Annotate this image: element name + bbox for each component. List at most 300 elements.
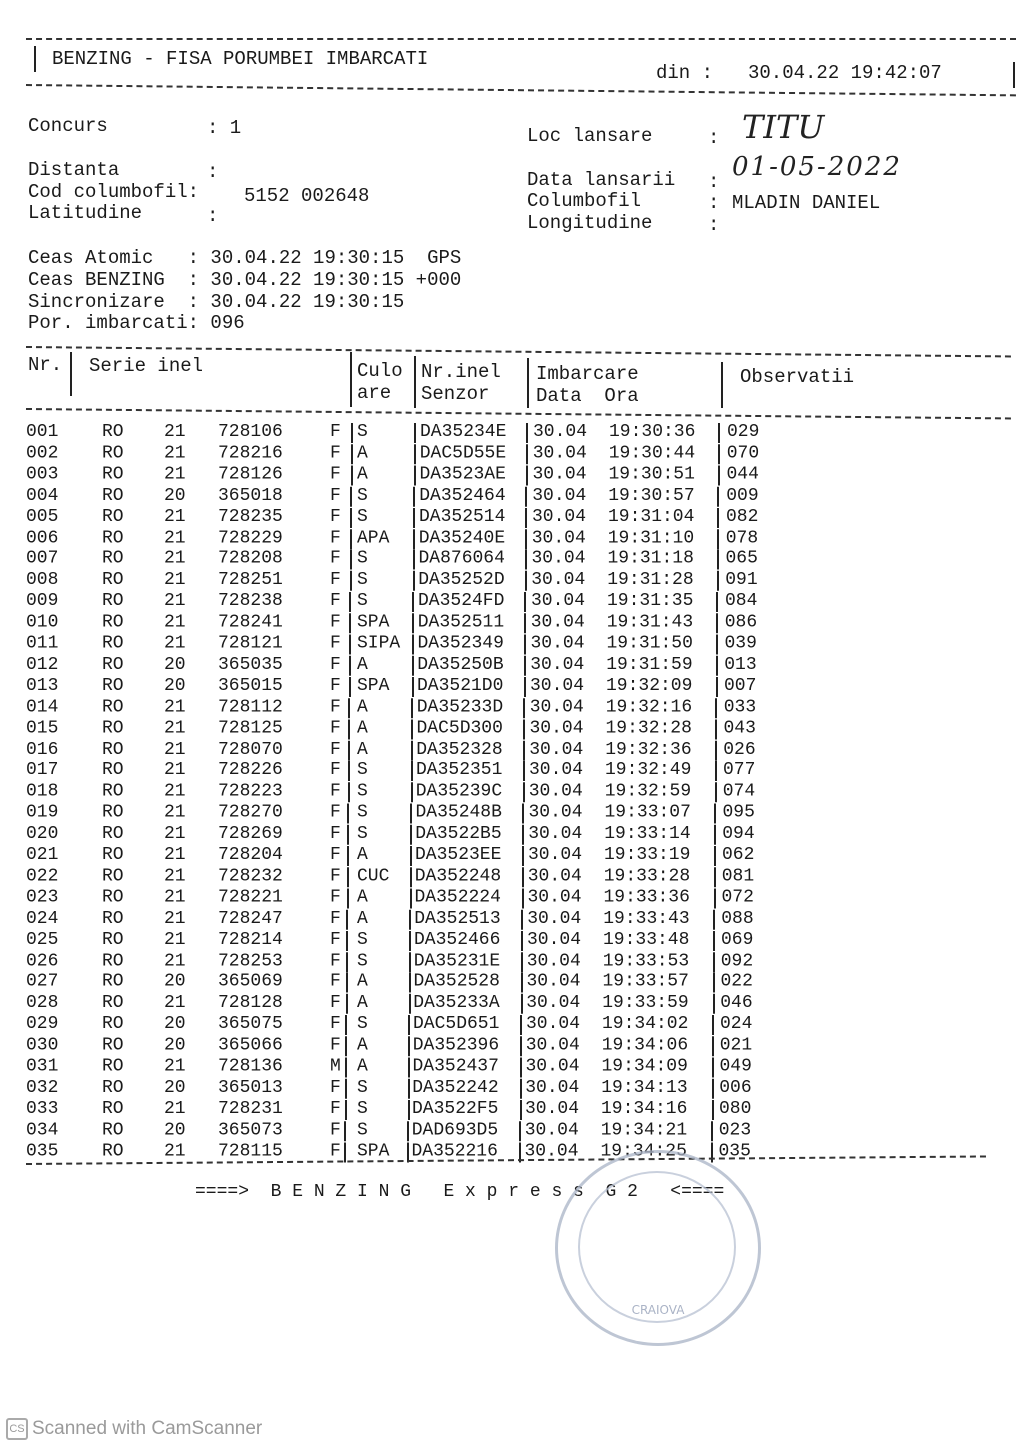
row-sex: F bbox=[330, 1119, 341, 1140]
row-nr: 010 bbox=[26, 612, 59, 633]
row-date: 30.04 bbox=[532, 485, 587, 506]
row-year: 21 bbox=[164, 591, 186, 612]
row-sensor: DA352224 bbox=[414, 887, 501, 908]
row-sensor: DA352464 bbox=[419, 485, 506, 506]
row-year: 21 bbox=[164, 993, 186, 1014]
row-sep-d bbox=[716, 656, 718, 676]
row-country: RO bbox=[102, 929, 124, 950]
row-obs: 094 bbox=[722, 823, 755, 844]
row-country: RO bbox=[102, 739, 124, 760]
row-year: 21 bbox=[164, 929, 186, 950]
row-year: 21 bbox=[164, 760, 186, 781]
row-sep-a bbox=[345, 1100, 347, 1120]
row-ring: 365073 bbox=[218, 1119, 283, 1140]
row-sep-c bbox=[524, 613, 526, 633]
row-year: 21 bbox=[164, 696, 186, 717]
row-nr: 029 bbox=[26, 1014, 59, 1035]
row-country: RO bbox=[102, 718, 124, 739]
row-country: RO bbox=[102, 464, 124, 485]
row-sex: F bbox=[330, 1141, 341, 1162]
row-sex: M bbox=[330, 1056, 341, 1077]
row-time: 19:33:43 bbox=[603, 908, 690, 929]
row-nr: 027 bbox=[26, 971, 59, 992]
row-sep-d bbox=[715, 719, 717, 739]
row-sep-c bbox=[525, 486, 527, 506]
table-row bbox=[0, 697, 1024, 718]
table-row bbox=[0, 1035, 1024, 1056]
row-time: 19:33:48 bbox=[603, 929, 690, 950]
table-row bbox=[0, 549, 1024, 570]
row-country: RO bbox=[102, 760, 124, 781]
row-time: 19:31:35 bbox=[607, 591, 694, 612]
row-color: S bbox=[357, 1119, 368, 1140]
row-nr: 007 bbox=[26, 548, 59, 569]
row-sep-b bbox=[410, 888, 412, 908]
row-sensor: DA352466 bbox=[414, 929, 501, 950]
row-obs: 072 bbox=[721, 887, 754, 908]
row-color: S bbox=[357, 485, 368, 506]
row-country: RO bbox=[102, 527, 124, 548]
row-sep-c bbox=[525, 550, 527, 570]
row-sep-b bbox=[411, 719, 413, 739]
row-sep-c bbox=[523, 719, 525, 739]
row-sep-b bbox=[414, 423, 416, 443]
row-obs: 035 bbox=[718, 1141, 751, 1162]
row-nr: 021 bbox=[26, 845, 59, 865]
row-sep-d bbox=[718, 465, 720, 485]
row-sensor: DA3524FD bbox=[418, 591, 505, 612]
row-year: 20 bbox=[164, 1119, 186, 1140]
latitudine-sep: : bbox=[207, 205, 219, 227]
row-sep-b bbox=[409, 952, 411, 972]
porumbei-imbarcati-line: Por. imbarcati: 096 bbox=[28, 312, 245, 334]
row-sep-c bbox=[524, 635, 526, 655]
row-time: 19:32:09 bbox=[606, 675, 693, 696]
row-sep-a bbox=[349, 635, 351, 655]
row-color: S bbox=[357, 1098, 368, 1119]
row-color: A bbox=[357, 887, 368, 908]
row-country: RO bbox=[102, 485, 124, 506]
row-sep-b bbox=[409, 994, 411, 1014]
row-obs: 086 bbox=[724, 612, 758, 633]
row-color: SPA bbox=[357, 675, 390, 696]
row-time: 19:30:51 bbox=[608, 464, 695, 485]
row-color: A bbox=[357, 464, 368, 485]
row-obs: 088 bbox=[721, 908, 754, 929]
row-ring: 365069 bbox=[218, 971, 283, 992]
row-country: RO bbox=[102, 908, 124, 929]
row-color: S bbox=[357, 760, 368, 781]
row-ring: 728251 bbox=[218, 570, 283, 591]
row-time: 19:30:36 bbox=[609, 422, 696, 442]
distanta-label: Distanta bbox=[28, 159, 120, 181]
row-date: 30.04 bbox=[525, 1056, 580, 1077]
row-sep-c bbox=[524, 592, 526, 612]
row-country: RO bbox=[102, 675, 124, 696]
stamp-text: CRAIOVA bbox=[631, 1303, 685, 1317]
row-sep-a bbox=[349, 592, 351, 612]
data-lansarii-sep: : bbox=[708, 171, 720, 193]
row-obs: 033 bbox=[723, 696, 757, 717]
table-row bbox=[0, 739, 1024, 760]
row-country: RO bbox=[102, 1098, 124, 1119]
row-time: 19:33:59 bbox=[602, 993, 689, 1014]
row-color: S bbox=[357, 1014, 368, 1035]
table-header-bottom-rule bbox=[26, 408, 1011, 419]
row-sensor: DA352396 bbox=[412, 1035, 500, 1056]
row-obs: 009 bbox=[726, 485, 759, 506]
row-sep-d bbox=[714, 888, 716, 908]
row-year: 20 bbox=[164, 675, 186, 696]
row-year: 21 bbox=[164, 570, 186, 591]
row-sep-c bbox=[520, 1058, 522, 1078]
header-right-bar bbox=[1013, 62, 1015, 88]
row-obs: 043 bbox=[723, 718, 756, 739]
row-sep-c bbox=[522, 867, 524, 887]
row-year: 21 bbox=[164, 1056, 186, 1077]
row-sep-b bbox=[413, 529, 415, 549]
row-sep-c bbox=[523, 698, 525, 718]
row-nr: 030 bbox=[26, 1035, 59, 1056]
row-date: 30.04 bbox=[524, 1141, 579, 1162]
row-sensor: DAC5D300 bbox=[416, 718, 503, 739]
row-obs: 046 bbox=[720, 993, 753, 1014]
row-ring: 728270 bbox=[218, 802, 283, 823]
row-time: 19:31:50 bbox=[606, 633, 693, 654]
row-ring: 365035 bbox=[218, 654, 283, 675]
row-time: 19:30:57 bbox=[608, 485, 695, 506]
row-sex: F bbox=[330, 929, 341, 950]
table-row bbox=[0, 443, 1024, 464]
row-sep-c bbox=[521, 931, 523, 951]
row-sensor: DA3521D0 bbox=[417, 675, 504, 696]
row-sep-a bbox=[346, 952, 348, 972]
row-sex: F bbox=[330, 675, 341, 696]
table-row bbox=[0, 887, 1024, 908]
col-sep-1 bbox=[70, 352, 72, 396]
row-sep-c bbox=[520, 1036, 522, 1056]
row-sex: F bbox=[330, 1098, 341, 1119]
longitudine-sep: : bbox=[708, 214, 720, 236]
row-ring: 728235 bbox=[218, 506, 283, 527]
row-year: 20 bbox=[164, 1077, 186, 1098]
row-nr: 018 bbox=[26, 781, 59, 802]
row-sep-c bbox=[525, 571, 527, 591]
row-nr: 031 bbox=[26, 1056, 59, 1077]
row-obs: 091 bbox=[725, 570, 758, 591]
row-sep-c bbox=[522, 825, 524, 845]
row-sex: F bbox=[330, 506, 341, 527]
row-nr: 009 bbox=[26, 591, 59, 612]
table-row bbox=[0, 1120, 1024, 1141]
row-sep-d bbox=[717, 571, 719, 591]
row-sep-a bbox=[351, 444, 353, 464]
col-sep-2 bbox=[350, 352, 352, 407]
row-year: 21 bbox=[164, 506, 186, 527]
row-sep-a bbox=[349, 613, 351, 633]
row-date: 30.04 bbox=[527, 866, 582, 887]
col-header-data-ora: Data Ora bbox=[536, 385, 639, 407]
camscanner-logo-icon: CS bbox=[6, 1418, 28, 1440]
row-sep-d bbox=[713, 994, 715, 1014]
row-ring: 728216 bbox=[218, 443, 283, 464]
col-sep-3 bbox=[414, 356, 416, 408]
row-obs: 084 bbox=[725, 591, 758, 612]
table-row bbox=[0, 760, 1024, 781]
row-sex: F bbox=[330, 802, 341, 823]
din-datetime: 30.04.22 19:42:07 bbox=[748, 62, 942, 84]
table-row bbox=[0, 655, 1024, 676]
row-sex: F bbox=[330, 612, 341, 633]
row-obs: 044 bbox=[726, 464, 759, 485]
row-date: 30.04 bbox=[527, 929, 582, 950]
table-row bbox=[0, 951, 1024, 972]
row-date: 30.04 bbox=[530, 633, 585, 654]
row-color: A bbox=[357, 1056, 368, 1077]
row-sep-d bbox=[716, 613, 718, 633]
header-bottom-rule bbox=[26, 84, 1016, 96]
row-color: A bbox=[357, 443, 368, 464]
row-year: 21 bbox=[164, 887, 186, 908]
row-color: SIPA bbox=[357, 633, 401, 654]
table-row bbox=[0, 908, 1024, 929]
columbofil-sep: : bbox=[708, 192, 720, 214]
row-obs: 006 bbox=[719, 1077, 752, 1098]
row-sep-c bbox=[524, 677, 526, 697]
row-sep-a bbox=[350, 486, 352, 506]
row-date: 30.04 bbox=[525, 1035, 580, 1056]
row-sep-d bbox=[715, 761, 717, 781]
row-sep-c bbox=[520, 1079, 522, 1099]
row-sep-d bbox=[716, 635, 718, 655]
row-sep-c bbox=[520, 1100, 522, 1120]
row-sex: F bbox=[330, 1014, 341, 1035]
row-year: 20 bbox=[164, 1035, 186, 1056]
row-ring: 728231 bbox=[218, 1098, 283, 1119]
row-sep-b bbox=[412, 635, 414, 655]
document-title: BENZING - FISA PORUMBEI IMBARCATI bbox=[52, 48, 429, 70]
row-country: RO bbox=[102, 866, 124, 887]
row-sep-b bbox=[410, 825, 412, 845]
row-date: 30.04 bbox=[528, 802, 583, 823]
row-color: A bbox=[357, 696, 368, 717]
row-sep-a bbox=[349, 656, 351, 676]
row-color: S bbox=[357, 570, 368, 591]
row-sep-a bbox=[346, 973, 348, 993]
row-sep-b bbox=[409, 973, 411, 993]
row-time: 19:31:43 bbox=[606, 612, 694, 633]
row-date: 30.04 bbox=[529, 760, 584, 781]
row-sex: F bbox=[330, 823, 341, 844]
col-header-senzor: Senzor bbox=[421, 383, 490, 405]
row-sensor: DAD693D5 bbox=[411, 1119, 499, 1140]
row-sep-c bbox=[525, 529, 527, 549]
col-header-nr: Nr. bbox=[28, 354, 63, 376]
row-sensor: DA3523AE bbox=[419, 464, 506, 485]
row-date: 30.04 bbox=[528, 823, 583, 844]
row-ring: 728232 bbox=[218, 866, 283, 887]
row-sep-a bbox=[348, 719, 350, 739]
row-sep-a bbox=[347, 867, 349, 887]
row-country: RO bbox=[102, 1119, 124, 1140]
row-sep-a bbox=[346, 931, 348, 951]
row-color: A bbox=[357, 654, 368, 675]
row-year: 21 bbox=[164, 739, 186, 760]
row-sex: F bbox=[330, 1077, 341, 1098]
row-date: 30.04 bbox=[532, 443, 587, 464]
row-sep-b bbox=[413, 508, 415, 528]
row-country: RO bbox=[102, 887, 124, 908]
col-header-culoare-1: Culo bbox=[357, 360, 403, 382]
row-sensor: DA352513 bbox=[414, 908, 501, 929]
row-date: 30.04 bbox=[524, 1119, 579, 1140]
row-time: 19:34:16 bbox=[601, 1098, 688, 1119]
row-sep-b bbox=[414, 465, 416, 485]
row-date: 30.04 bbox=[531, 548, 586, 569]
row-sep-d bbox=[717, 508, 719, 528]
row-color: S bbox=[357, 802, 368, 823]
row-sex: F bbox=[330, 422, 341, 442]
row-color: CUC bbox=[357, 866, 390, 887]
row-sep-d bbox=[717, 486, 719, 506]
table-row bbox=[0, 1014, 1024, 1035]
row-sex: F bbox=[330, 781, 341, 802]
row-year: 21 bbox=[164, 1098, 186, 1119]
row-sex: F bbox=[330, 633, 341, 654]
row-sep-b bbox=[410, 804, 412, 824]
row-sep-b bbox=[413, 571, 415, 591]
row-ring: 365015 bbox=[218, 675, 283, 696]
row-sensor: DA352351 bbox=[416, 760, 503, 781]
row-sex: F bbox=[330, 591, 341, 612]
table-row bbox=[0, 993, 1024, 1014]
row-color: A bbox=[357, 908, 368, 929]
row-sep-c bbox=[521, 952, 523, 972]
row-sep-b bbox=[411, 698, 413, 718]
row-sep-a bbox=[347, 825, 349, 845]
row-obs: 023 bbox=[718, 1119, 752, 1140]
row-ring: 728269 bbox=[218, 823, 283, 844]
col-header-serie: Serie inel bbox=[89, 355, 204, 377]
row-color: A bbox=[357, 971, 368, 992]
table-row bbox=[0, 485, 1024, 506]
row-year: 21 bbox=[164, 548, 186, 569]
row-date: 30.04 bbox=[532, 506, 587, 527]
row-sensor: DA35250B bbox=[417, 654, 504, 675]
row-sep-c bbox=[522, 804, 524, 824]
row-obs: 095 bbox=[722, 802, 755, 823]
row-color: A bbox=[357, 739, 368, 760]
row-color: SPA bbox=[357, 612, 390, 633]
row-nr: 016 bbox=[26, 739, 59, 760]
row-country: RO bbox=[102, 802, 124, 823]
columbofil-name: MLADIN DANIEL bbox=[732, 192, 881, 214]
row-obs: 070 bbox=[726, 443, 760, 464]
row-date: 30.04 bbox=[529, 696, 584, 717]
row-nr: 032 bbox=[26, 1077, 59, 1098]
row-sep-c bbox=[521, 994, 523, 1014]
row-sensor: DA35252D bbox=[418, 570, 505, 591]
row-color: S bbox=[357, 1077, 368, 1098]
row-sensor: DA352528 bbox=[413, 971, 500, 992]
row-color: SPA bbox=[357, 1141, 390, 1162]
row-nr: 015 bbox=[26, 718, 59, 739]
row-time: 19:34:09 bbox=[601, 1056, 688, 1077]
col-sep-4 bbox=[527, 358, 529, 408]
row-nr: 004 bbox=[26, 485, 59, 506]
concurs-label: Concurs bbox=[28, 115, 108, 137]
row-nr: 022 bbox=[26, 866, 59, 887]
table-row bbox=[0, 803, 1024, 824]
row-sep-c bbox=[522, 846, 524, 866]
row-obs: 078 bbox=[725, 527, 759, 548]
row-ring: 728208 bbox=[218, 548, 283, 569]
row-sensor: DA352242 bbox=[412, 1077, 499, 1098]
row-time: 19:31:59 bbox=[606, 654, 693, 675]
row-sep-b bbox=[408, 1036, 410, 1056]
row-date: 30.04 bbox=[526, 1014, 581, 1035]
row-sep-a bbox=[351, 423, 353, 443]
row-date: 30.04 bbox=[529, 739, 584, 760]
row-sep-b bbox=[412, 656, 414, 676]
row-date: 30.04 bbox=[528, 781, 583, 802]
row-nr: 011 bbox=[26, 633, 59, 654]
row-sep-a bbox=[348, 783, 350, 803]
longitudine-label: Longitudine bbox=[527, 212, 653, 234]
row-year: 21 bbox=[164, 866, 186, 887]
table-row bbox=[0, 1099, 1024, 1120]
concurs-value: : 1 bbox=[207, 117, 242, 139]
row-ring: 728070 bbox=[218, 739, 283, 760]
distanta-sep: : bbox=[207, 161, 219, 183]
row-color: S bbox=[357, 548, 368, 569]
table-row bbox=[0, 718, 1024, 739]
table-row bbox=[0, 676, 1024, 697]
row-obs: 080 bbox=[719, 1098, 752, 1119]
row-obs: 026 bbox=[723, 739, 756, 760]
row-sep-c bbox=[525, 508, 527, 528]
association-stamp bbox=[555, 1150, 761, 1346]
row-sex: F bbox=[330, 950, 341, 971]
loc-lansare-label: Loc lansare bbox=[527, 125, 653, 147]
row-sep-b bbox=[408, 1079, 410, 1099]
row-time: 19:33:36 bbox=[603, 887, 690, 908]
row-color: S bbox=[357, 781, 368, 802]
row-sep-c bbox=[526, 423, 528, 443]
row-ring: 728125 bbox=[218, 718, 283, 739]
row-sep-d bbox=[712, 1036, 714, 1056]
col-header-imbarcare: Imbarcare bbox=[536, 363, 639, 385]
row-time: 19:33:07 bbox=[604, 802, 691, 823]
row-sep-a bbox=[350, 550, 352, 570]
row-country: RO bbox=[102, 443, 124, 464]
table-row bbox=[0, 824, 1024, 845]
row-sep-c bbox=[520, 1015, 522, 1035]
row-nr: 012 bbox=[26, 654, 59, 675]
row-country: RO bbox=[102, 1077, 124, 1098]
row-sep-d bbox=[712, 1058, 714, 1078]
row-sep-d bbox=[714, 804, 716, 824]
row-year: 21 bbox=[164, 908, 186, 929]
sincronizare-line: Sincronizare : 30.04.22 19:30:15 bbox=[28, 291, 405, 313]
row-date: 30.04 bbox=[525, 1077, 580, 1098]
row-nr: 017 bbox=[26, 760, 59, 781]
row-sep-b bbox=[413, 486, 415, 506]
row-ring: 365066 bbox=[218, 1035, 283, 1056]
row-year: 20 bbox=[164, 654, 186, 675]
row-year: 21 bbox=[164, 781, 186, 802]
row-country: RO bbox=[102, 845, 124, 865]
